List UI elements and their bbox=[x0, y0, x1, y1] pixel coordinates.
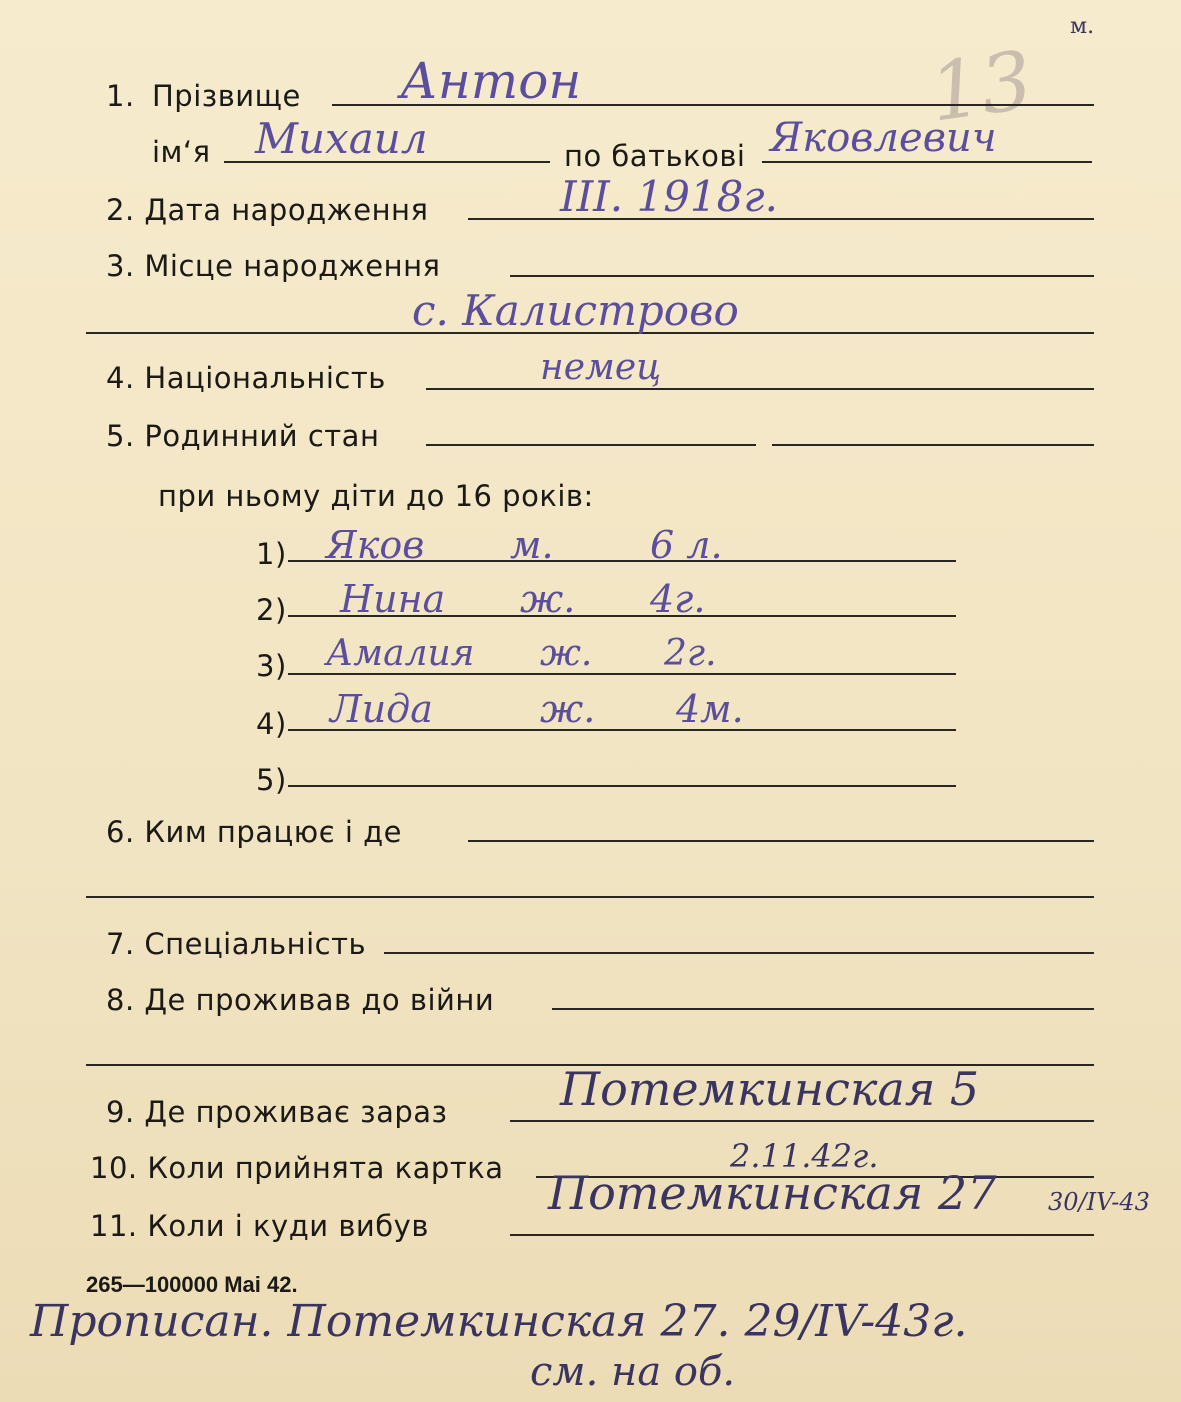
specialty-label: 7. Спеціальність bbox=[106, 927, 367, 961]
faint-archive-number: 13 bbox=[924, 33, 1038, 140]
departed-date: 30/IV-43 bbox=[1048, 1188, 1150, 1216]
card-accepted-value: 2.11.42г. bbox=[730, 1137, 879, 1175]
child-3-name: Амалия bbox=[326, 633, 475, 674]
surname-value: Антон bbox=[400, 52, 582, 110]
child-2-age: 4г. bbox=[650, 577, 706, 621]
name-value: Михаил bbox=[255, 114, 428, 163]
child-1-age: 6 л. bbox=[650, 523, 723, 567]
card-accepted-label: 10. Коли прийнята картка bbox=[90, 1151, 504, 1185]
child-4-sex: ж. bbox=[540, 687, 596, 731]
work-line-1 bbox=[468, 840, 1094, 842]
patronymic-label: по батькові bbox=[564, 139, 746, 173]
child-4-name: Лида bbox=[330, 687, 433, 731]
corner-mark: м. bbox=[1070, 14, 1095, 39]
patronymic-value: Яковлевич bbox=[770, 115, 997, 161]
family-status-label: 5. Родинний стан bbox=[106, 419, 380, 453]
prewar-residence-label: 8. Де проживав до війни bbox=[106, 983, 495, 1017]
work-line-2 bbox=[86, 896, 1094, 898]
printer-imprint: 265—100000 Mai 42. bbox=[86, 1272, 298, 1297]
footnote-line-1: Прописан. Потемкинская 27. 29/IV-43г. bbox=[30, 1296, 968, 1347]
patronymic-line bbox=[762, 161, 1092, 163]
nationality-label: 4. Національність bbox=[106, 361, 386, 395]
child-2-number: 2) bbox=[256, 593, 287, 627]
child-5-line bbox=[288, 785, 956, 787]
nationality-line bbox=[426, 388, 1094, 390]
departed-value: Потемкинская 27 bbox=[548, 1166, 997, 1220]
footnote-line-2: см. на об. bbox=[530, 1349, 736, 1395]
departed-label: 11. Коли і куди вибув bbox=[90, 1209, 429, 1243]
child-3-sex: ж. bbox=[540, 633, 593, 674]
surname-label: Прізвище bbox=[152, 79, 301, 113]
birth-place-line-1 bbox=[510, 275, 1094, 277]
field-1-number: 1. bbox=[106, 79, 135, 113]
child-1-number: 1) bbox=[256, 537, 287, 571]
current-residence-line bbox=[510, 1120, 1094, 1122]
child-3-number: 3) bbox=[256, 649, 287, 683]
child-2-name: Нина bbox=[340, 577, 446, 621]
child-2-sex: ж. bbox=[520, 577, 576, 621]
child-5-number: 5) bbox=[256, 763, 287, 797]
departed-line bbox=[510, 1234, 1094, 1236]
prewar-residence-line-1 bbox=[552, 1008, 1094, 1010]
child-1-name: Яков bbox=[326, 523, 425, 567]
birth-date-label: 2. Дата народження bbox=[106, 193, 429, 227]
name-label: ім‘я bbox=[152, 135, 211, 169]
current-residence-label: 9. Де проживає зараз bbox=[106, 1095, 448, 1129]
family-status-line-b bbox=[772, 444, 1094, 446]
child-4-age: 4м. bbox=[676, 687, 744, 731]
child-4-number: 4) bbox=[256, 707, 287, 741]
children-label: при ньому діти до 16 років: bbox=[158, 479, 594, 513]
current-residence-value: Потемкинская 5 bbox=[560, 1062, 980, 1116]
child-1-sex: м. bbox=[510, 523, 554, 567]
birth-place-label: 3. Місце народження bbox=[106, 249, 441, 283]
family-status-line-a bbox=[426, 444, 756, 446]
birth-place-value: с. Калистрово bbox=[412, 286, 739, 335]
birth-date-value: III. 1918г. bbox=[560, 172, 778, 221]
work-label: 6. Ким працює і де bbox=[106, 815, 403, 849]
nationality-value: немец bbox=[540, 347, 662, 388]
child-3-age: 2г. bbox=[664, 633, 717, 674]
specialty-line bbox=[384, 952, 1094, 954]
